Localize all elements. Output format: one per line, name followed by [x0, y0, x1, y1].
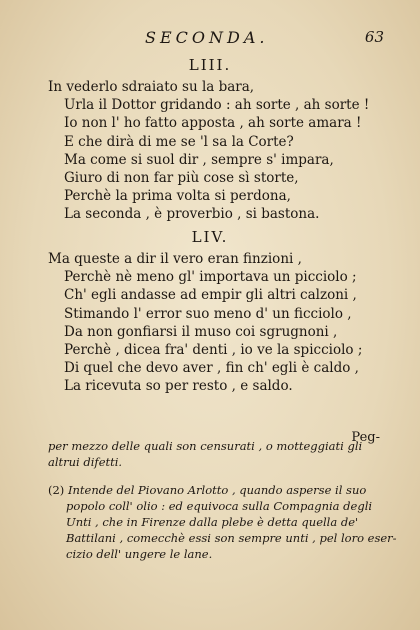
- verse-line: Perchè nè meno gl' importava un picciolo ;: [64, 269, 357, 286]
- footnote-line: Unti , che in Firenze dalla plebe è detta quella de': [66, 515, 359, 529]
- verse-line: In vederlo sdraiato su la bara,: [48, 79, 255, 95]
- page-header: [0, 28, 420, 48]
- stanza-54: [48, 250, 404, 396]
- footnote-line: cizio dell' ungere le lane.: [66, 547, 213, 561]
- verse-line: E che dirà di me se 'l sa la Corte?: [64, 133, 294, 150]
- verse-line: Ch' egli andasse ad empir gli altri calzoni ,: [64, 287, 357, 304]
- verse-line: Urla il Dottor gridando : ah sorte , ah sorte !: [64, 97, 370, 114]
- footnote-continuation: [48, 438, 404, 470]
- stanza-number-54: LIV.: [191, 228, 229, 246]
- catchword: Peg-: [351, 430, 380, 445]
- verse-line: Da non gonfiarsi il muso coi sgrugnoni ,: [64, 323, 338, 340]
- verse-line: Giuro di non far più cose sì storte,: [64, 169, 299, 186]
- stanza-number-53: LIII.: [188, 56, 232, 74]
- footnote-line: Battilani , comecchè essi son sempre unti , pel loro eser-: [66, 531, 397, 545]
- footnote-line: altrui difetti.: [48, 455, 123, 469]
- stanza-53: [48, 78, 404, 224]
- footnote-line: popolo coll' olio : ed equivoca sulla Compagnia degli: [66, 499, 373, 513]
- footnote-marker: (2): [48, 483, 65, 497]
- verse-line: Perchè , dicea fra' denti , io ve la spicciolo ;: [64, 341, 363, 358]
- verse-line: Perchè la prima volta si perdona,: [64, 188, 291, 205]
- verse-line: La seconda , è proverbio , si bastona.: [64, 206, 320, 223]
- verse-line: Stimando l' error suo meno d' un ficciolo ,: [64, 305, 352, 322]
- running-title: SECONDA.: [145, 28, 269, 47]
- verse-line: Ma come si suol dir , sempre s' impara,: [64, 151, 334, 168]
- page-number: 63: [364, 28, 384, 46]
- verse-line: La ricevuta so per resto , e saldo.: [64, 378, 293, 395]
- verse-line: Ma queste a dir il vero eran finzioni ,: [48, 251, 302, 267]
- footnote-line: Intende del Piovano Arlotto , quando asperse il suo: [67, 483, 367, 497]
- footnote-2: [48, 482, 404, 562]
- verse-line: Di quel che devo aver , fin ch' egli è caldo ,: [64, 360, 359, 377]
- footnote-line: per mezzo delle quali son censurati , o motteggiati gli: [48, 439, 363, 453]
- verse-line: Io non l' ho fatto apposta , ah sorte amara !: [64, 115, 362, 132]
